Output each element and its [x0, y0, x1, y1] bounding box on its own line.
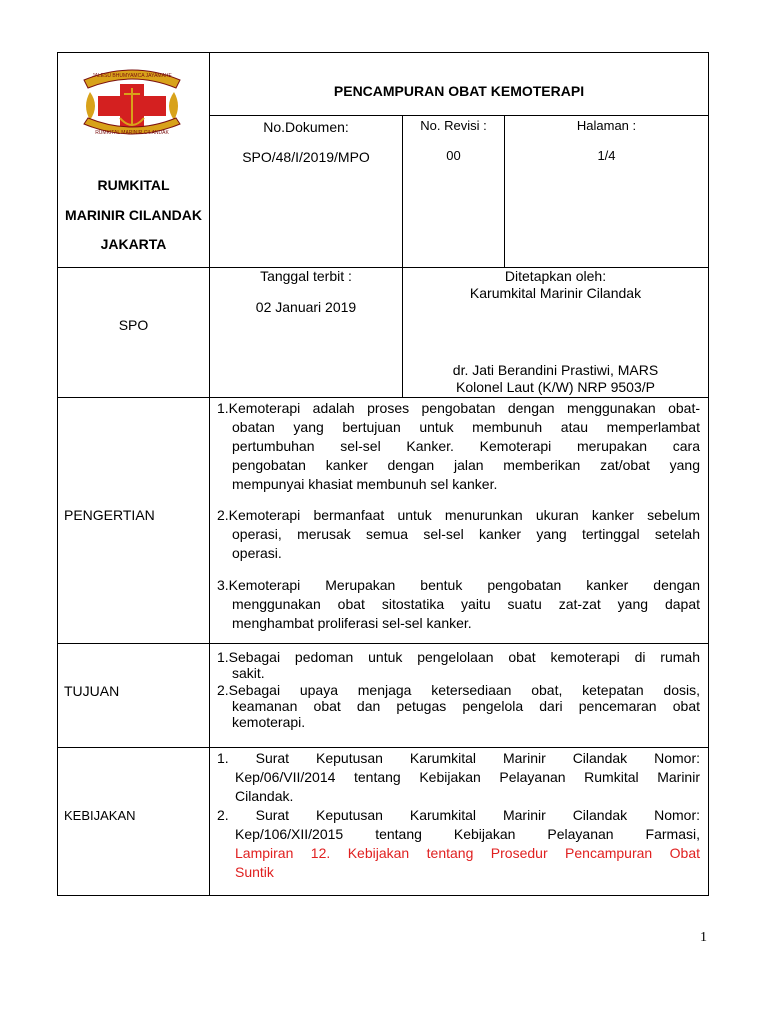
kebijakan-label: KEBIJAKAN: [64, 808, 136, 823]
pengertian-label: PENGERTIAN: [64, 507, 155, 523]
header-col-divider-2: [504, 115, 505, 267]
issue-date-label: Tanggal terbit :: [260, 268, 352, 284]
row-divider-4: [57, 747, 709, 748]
set-by-label: Ditetapkan oleh:: [504, 268, 607, 284]
tujuan-label: TUJUAN: [64, 683, 120, 699]
institution-name-line-2: MARINIR CILANDAK: [65, 207, 202, 223]
set-by-role: Karumkital Marinir Cilandak: [469, 285, 642, 301]
header-col-divider-1: [402, 115, 403, 267]
row-divider-2: [57, 397, 709, 398]
document-title: PENCAMPURAN OBAT KEMOTERAPI: [333, 83, 585, 99]
svg-text:JALESU BHUMYAMCA JAYAMAHE: JALESU BHUMYAMCA JAYAMAHE: [92, 73, 172, 79]
doc-no-value: SPO/48/I/2019/MPO: [242, 149, 370, 165]
revision-label: No. Revisi :: [420, 118, 487, 133]
issue-date-value: 02 Januari 2019: [255, 299, 357, 315]
page-value: 1/4: [597, 148, 616, 163]
spo-label: SPO: [118, 317, 149, 333]
page-number: 1: [700, 930, 707, 945]
table-border-bottom: [57, 895, 709, 896]
doc-no-label: No.Dokumen:: [263, 119, 349, 135]
institution-name-line-1: RUMKITAL: [97, 177, 170, 193]
hospital-logo: [76, 62, 188, 142]
svg-text:RUMKITAL MARINIR CILANDAK: RUMKITAL MARINIR CILANDAK: [95, 130, 169, 136]
column-divider: [209, 52, 210, 896]
row-divider-3: [57, 643, 709, 644]
revision-value: 00: [446, 148, 461, 163]
table-border-top: [57, 52, 709, 53]
table-border-right: [708, 52, 709, 896]
signer-rank: Kolonel Laut (K/W) NRP 9503/P: [456, 379, 655, 395]
page-label: Halaman :: [576, 118, 637, 133]
institution-name-line-3: JAKARTA: [100, 236, 167, 252]
signer-name: dr. Jati Berandini Prastiwi, MARS: [452, 362, 659, 378]
